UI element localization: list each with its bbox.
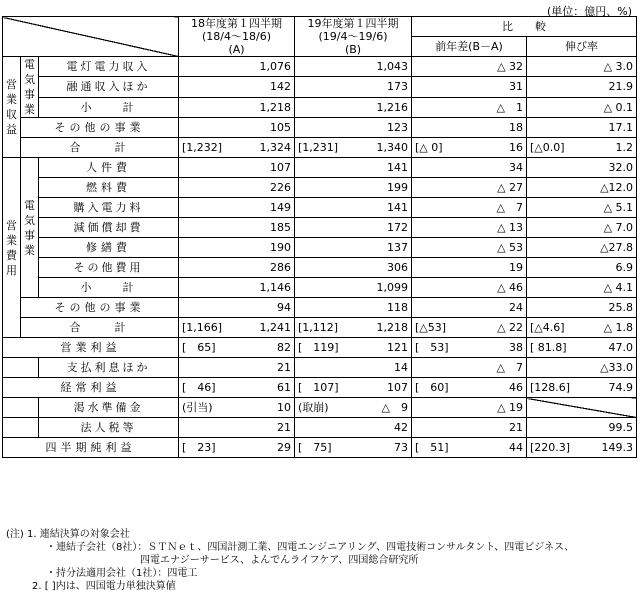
table-row: その他の事業 94 118 24 25.8 [3,298,637,318]
diff-header: 前年差(B－A) [412,37,527,57]
compare-header: 比 較 [412,17,637,37]
note-line: ・持分法適用会社（1社）：四電工 [46,568,198,579]
group-elec-expense: 電気事業 [21,158,39,298]
table-row: 営業収益 電気事業 電灯電力収入 1,076 1,043 △ 32 △ 3.0 [3,57,637,77]
table-row: 小 計 1,146 1,099 △ 46 △ 4.1 [3,278,637,298]
table-row: 購入電力料 149 141 △ 7 △ 5.1 [3,198,637,218]
note-line: (注) 1. 連結決算の対象会社 [6,529,130,540]
header-row [3,17,637,37]
group-elec-revenue: 電気事業 [21,57,39,118]
table-row: 減価償却費 185 172 △ 13 △ 7.0 [3,218,637,238]
table-row: 合 計 [1,166] 1,241 [1,112] 1,218 [△53] △ 22 [△4.6] △ 1.8 [3,318,637,338]
table-row: その他費用 286 306 19 6.9 [3,258,637,278]
table-row: 小 計 1,218 1,216 △ 1 △ 0.1 [3,97,637,117]
header-diagonal-cell [3,17,179,57]
table-row: 燃料費 226 199 △ 27 △12.0 [3,178,637,198]
col-a-header: 18年度第１四半期 (18/4～18/6) (A) [179,17,295,57]
unit-note: (単位：億円、%) [546,5,632,18]
note-line: 四電エナジーサービス、よんでんライフケア、四国総合研究所 [140,555,419,566]
table-row: 支払利息ほか 21 14 △ 7 △33.0 [3,358,637,378]
table-row: 法人税等 21 42 21 99.5 [3,418,637,438]
empty-diagonal-cell [527,398,637,418]
note-line: 2. [ ]内は、四国電力単独決算値 [32,581,176,592]
table-row: 四半期純利益 [ 23] 29 [ 75] 73 [ 51] 44 [220.3] 149.3 [3,438,637,458]
growth-header: 伸び率 [527,37,637,57]
footnotes [6,528,574,593]
table-row: 融通収入ほか 142 173 31 21.9 [3,77,637,97]
table-row: 合 計 [1,232] 1,324 [1,231] 1,340 [△ 0] 16 [△0.0] 1.2 [3,138,637,158]
group-expense: 営業費用 [3,158,21,338]
col-b-header: 19年度第１四半期 (19/4～19/6) (B) [295,17,412,57]
group-revenue: 営業収益 [3,57,21,158]
table-row: 営業費用 電気事業 人件費 107 141 34 32.0 [3,158,637,178]
table-row: その他の事業 105 123 18 17.1 [3,118,637,138]
table-row: 渇水準備金 (引当) 10 (取崩) △ 9 △ 19 [3,398,637,418]
note-line: ・連結子会社（8社）：ＳＴＮｅｔ、四国計測工業、四電エンジニアリング、四電技術コンサルタント、四電ビジネス、 [46,542,575,553]
financial-table [2,16,637,458]
table-row: 営業利益 [ 65] 82 [ 119] 121 [ 53] 38 [ 81.8] 47.0 [3,338,637,358]
table-row: 経常利益 [ 46] 61 [ 107] 107 [ 60] 46 [128.6] 74.9 [3,378,637,398]
table-row: 修繕費 190 137 △ 53 △27.8 [3,238,637,258]
